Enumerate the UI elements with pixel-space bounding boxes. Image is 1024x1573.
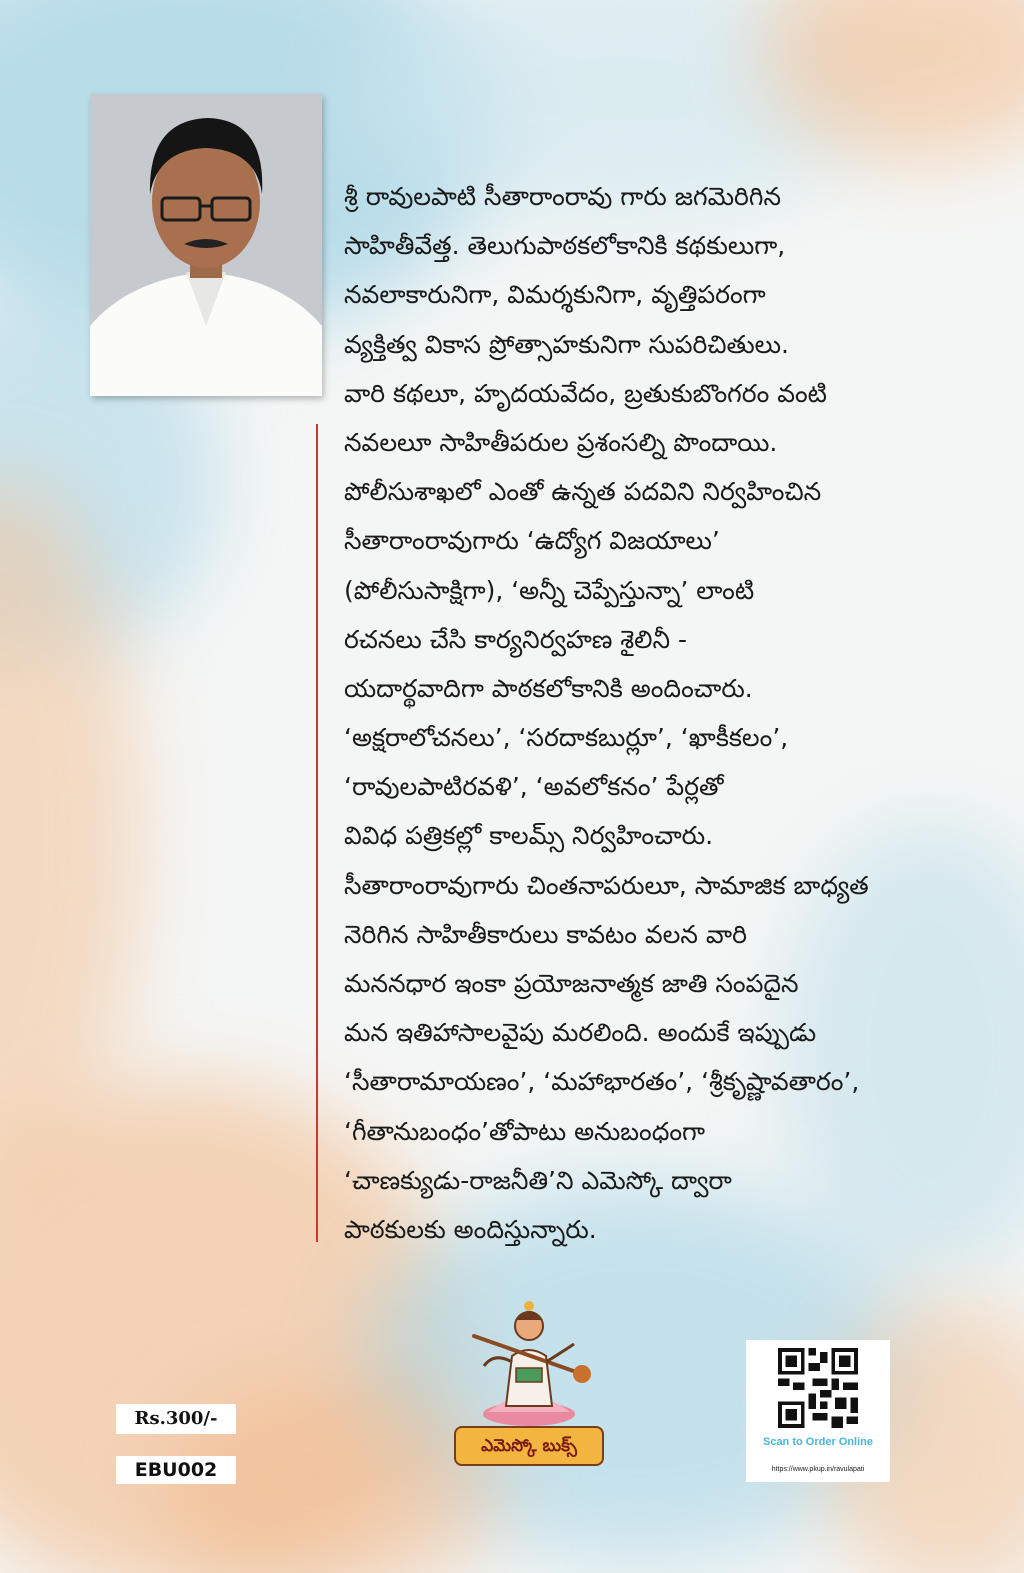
bio-line: ‘చాణక్యుడు-రాజనీతి’ని ఎమెస్కో ద్వారా bbox=[344, 1165, 732, 1195]
bio-line: రచనలు చేసి కార్యనిర్వహణ శైలినీ - bbox=[344, 624, 687, 654]
author-portrait-icon bbox=[90, 94, 322, 396]
bio-line: పాఠకులకు అందిస్తున్నారు. bbox=[344, 1214, 597, 1244]
bio-line: పోలీసుశాఖలో ఎంతో ఉన్నత పదవిని నిర్వహించిన bbox=[344, 477, 822, 507]
bio-line: నెరిగిన సాహితీకారులు కావటం వలన వారి bbox=[344, 919, 747, 949]
bio-line: నవలాకారునిగా, విమర్శకునిగా, వృత్తిపరంగా bbox=[344, 280, 766, 310]
author-photo bbox=[90, 94, 322, 396]
bio-line: ‘సీతారామాయణం’, ‘మహాభారతం’, ‘శ్రీకృష్ణావతారం’, bbox=[344, 1067, 860, 1097]
accent-line bbox=[316, 424, 318, 1242]
price-tag: Rs.300/- bbox=[116, 1404, 236, 1434]
qr-caption: Scan to Order Online bbox=[762, 1436, 874, 1448]
bio-line: (పోలీసుసాక్షిగా), ‘అన్నీ చెప్పేస్తున్నా’ లాంటి bbox=[344, 575, 755, 605]
bio-line: యదార్థవాదిగా పాఠకలోకానికి అందించారు. bbox=[344, 673, 753, 703]
bio-line: శ్రీ రావులపాటి సీతారాంరావు గారు జగమెరిగిన bbox=[344, 182, 781, 211]
bio-line: వ్యక్తిత్వ వికాస ప్రోత్సాహకునిగా సుపరిచితులు. bbox=[344, 329, 789, 359]
bio-line: ‘గీతానుబంధం’తోపాటు అనుబంధంగా bbox=[344, 1116, 706, 1146]
bio-line: నవలలూ సాహితీపరుల ప్రశంసల్ని పొందాయి. bbox=[344, 427, 778, 457]
bio-line: వివిధ పత్రికల్లో కాలమ్స్ నిర్వహించారు. bbox=[344, 821, 714, 851]
publisher-name: ఎమెస్కో బుక్స్ bbox=[454, 1426, 604, 1466]
bio-line: వారి కథలూ, హృదయవేదం, బ్రతుకుబొంగరం వంటి bbox=[344, 378, 827, 408]
qr-code-icon[interactable] bbox=[778, 1348, 858, 1428]
bio-line: ‘రావులపాటిరవళి’, ‘అవలోకనం’ పేర్లతో bbox=[344, 772, 724, 802]
bio-line: ‘అక్షరాలోచనలు’, ‘సరదాకబుర్లూ’, ‘ఖాకీకలం’, bbox=[344, 723, 789, 753]
bio-line: సాహితీవేత్త. తెలుగుపాఠకలోకానికి కథకులుగా, bbox=[344, 231, 786, 261]
product-code: EBU002 bbox=[116, 1456, 236, 1484]
bio-line: మన ఇతిహాసాలవైపు మరలింది. అందుకే ఇప్పుడు bbox=[344, 1018, 817, 1048]
bio-line: సీతారాంరావుగారు ‘ఉద్యోగ విజయాలు’ bbox=[344, 526, 720, 556]
bio-line: సీతారాంరావుగారు చింతనాపరులూ, సామాజిక బాధ్యత bbox=[344, 870, 869, 900]
qr-card[interactable] bbox=[746, 1340, 890, 1482]
qr-url[interactable]: https://www.pkup.in/ravulapati bbox=[771, 1466, 865, 1473]
publisher-logo bbox=[454, 1296, 604, 1472]
bio-line: మననధార ఇంకా ప్రయోజనాత్మక జాతి సంపదైన bbox=[344, 969, 799, 998]
author-bio bbox=[344, 172, 984, 1254]
saraswati-logo-icon bbox=[454, 1296, 604, 1428]
